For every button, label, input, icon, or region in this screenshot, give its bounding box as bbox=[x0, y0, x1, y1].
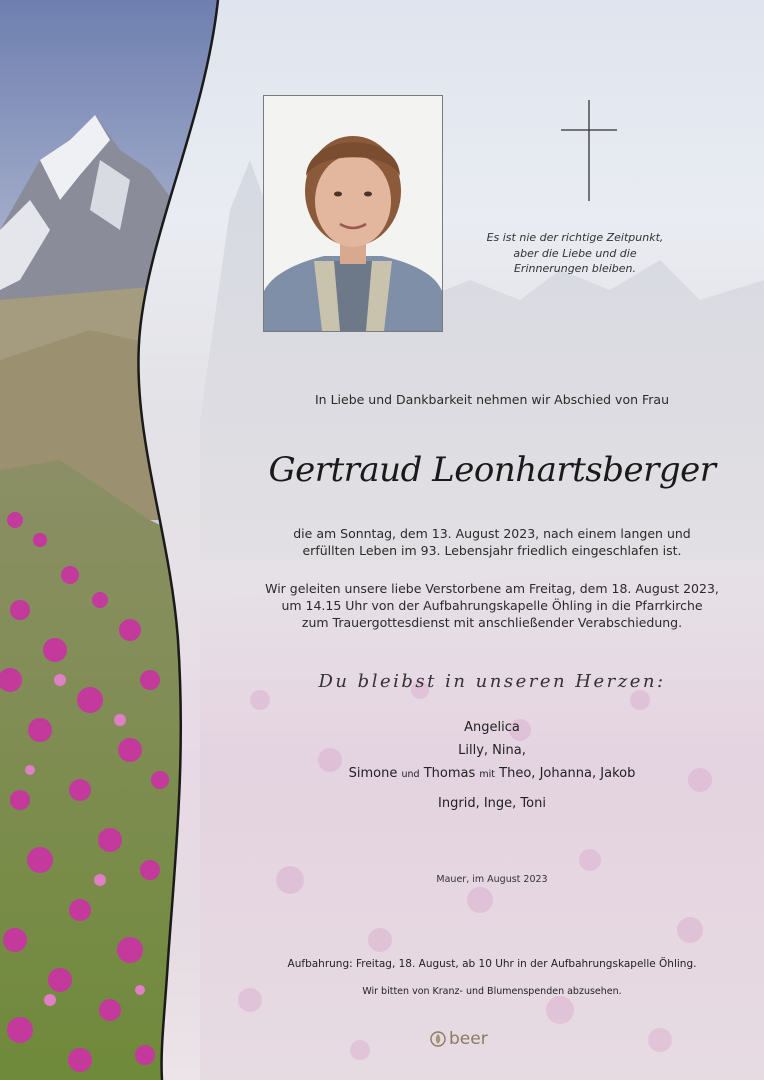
logo-icon bbox=[430, 1031, 446, 1047]
viewing-info: Aufbahrung: Freitag, 18. August, ab 10 Uhr in der Aufbahrungskapelle Öhling. bbox=[287, 958, 697, 970]
mourner-name: Theo, Johanna, Jakob bbox=[499, 766, 636, 781]
heart-line: Du bleibst in unseren Herzen: bbox=[318, 671, 666, 692]
connector-word: mit bbox=[479, 769, 496, 780]
intro-text: In Liebe und Dankbarkeit nehmen wir Abschied von Frau bbox=[315, 392, 669, 407]
mourner-line bbox=[220, 762, 764, 786]
cross-icon bbox=[561, 100, 617, 201]
death-line: die am Sonntag, dem 13. August 2023, nach einem langen und bbox=[293, 526, 691, 541]
logo-text: beer bbox=[449, 1029, 488, 1049]
quote-line: Erinnerungen bleiben. bbox=[513, 262, 636, 275]
memorial-quote bbox=[470, 230, 680, 277]
mourner-name: Simone bbox=[348, 766, 398, 781]
death-line: erfüllten Leben im 93. Lebensjahr friedlich eingeschlafen ist. bbox=[302, 543, 682, 558]
funeral-notice bbox=[220, 580, 764, 631]
connector-word: und bbox=[401, 769, 420, 780]
funeral-line: Wir geleiten unsere liebe Verstorbene am Freitag, dem 18. August 2023, bbox=[265, 581, 719, 596]
quote-line: Es ist nie der richtige Zeitpunkt, bbox=[486, 231, 664, 244]
mourner-name: Thomas bbox=[423, 766, 476, 781]
quote-line: aber die Liebe und die bbox=[513, 246, 637, 260]
mourner-line: Ingrid, Inge, Toni bbox=[438, 796, 546, 811]
death-notice bbox=[220, 525, 764, 559]
mourner-line: Angelica bbox=[464, 720, 520, 735]
funeral-line: um 14.15 Uhr von der Aufbahrungskapelle Öhling in die Pfarrkirche bbox=[281, 598, 703, 613]
deceased-name: Gertraud Leonhartsberger bbox=[268, 450, 716, 490]
portrait-photo bbox=[263, 95, 443, 332]
mourners-list bbox=[220, 716, 764, 815]
place-date: Mauer, im August 2023 bbox=[436, 874, 548, 885]
donation-request: Wir bitten von Kranz- und Blumenspenden abzusehen. bbox=[362, 986, 622, 997]
funeral-home-logo bbox=[430, 1028, 488, 1050]
mourner-line: Lilly, Nina, bbox=[458, 743, 526, 758]
funeral-line: zum Trauergottesdienst mit anschließender Verabschiedung. bbox=[301, 615, 683, 630]
